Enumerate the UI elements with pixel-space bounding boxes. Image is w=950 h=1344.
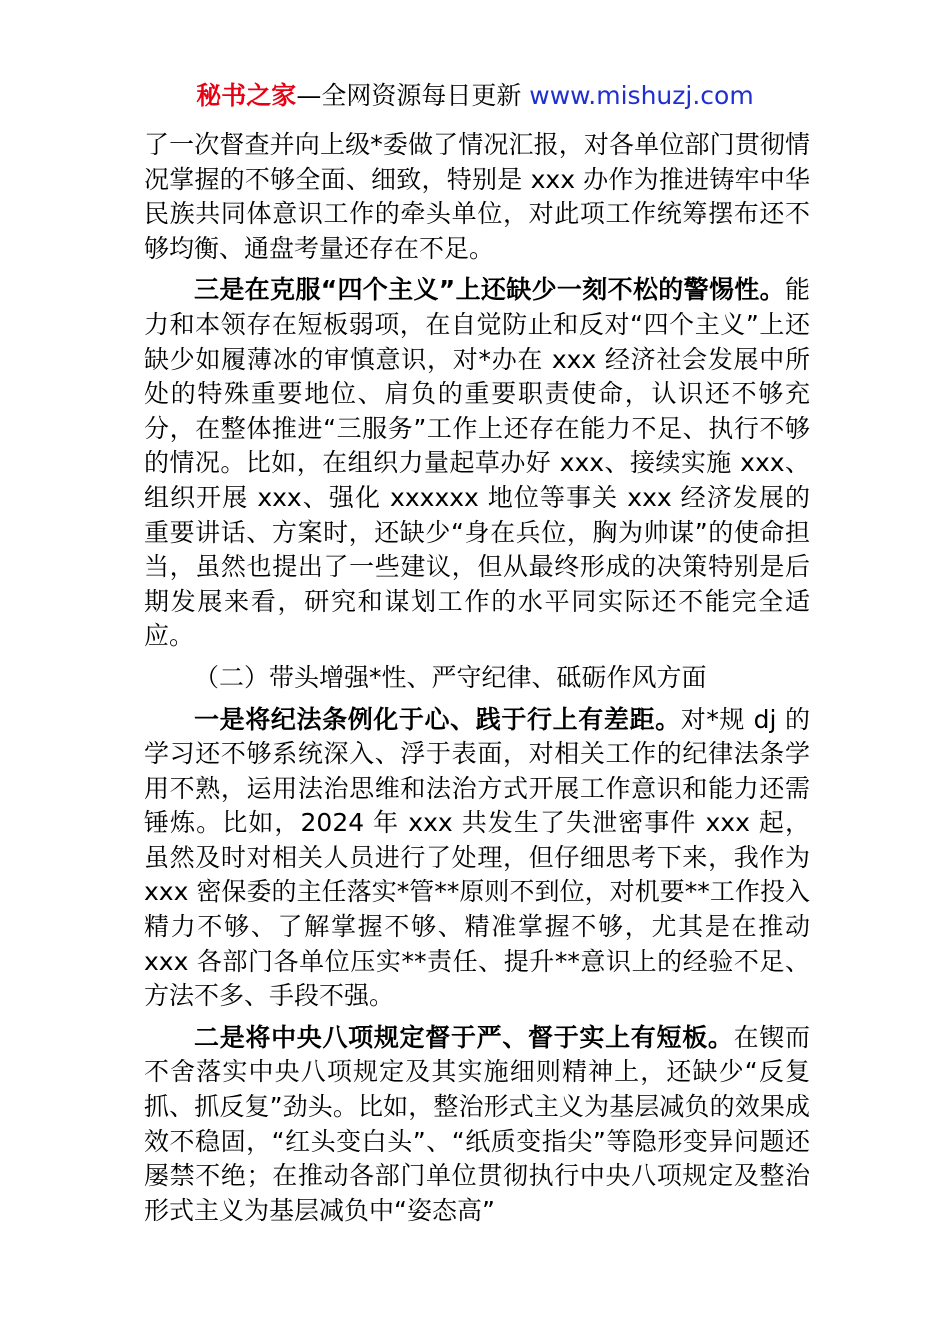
document-body: [144, 128, 810, 1228]
site-header: [0, 80, 950, 112]
paragraph-text: 了一次督查并向上级*委做了情况汇报，对各单位部门贯彻情况掌握的不够全面、细致，特别是 xxx 办作为推进铸牢中华民族共同体意识工作的牵头单位，对此项工作统筹摆布还不够均衡、通盘考量还存在不足。: [144, 130, 810, 263]
paragraph-text: 能力和本领存在短板弱项，在自觉防止和反对“四个主义”上还缺少如履薄冰的审慎意识，对*办在 xxx 经济社会发展中所处的特殊重要地位、肩负的重要职责使命，认识还不够充分，在整体推进“三服务”工作上还存在能力不足、执行不够的情况。比如，在组织力量起草办好 xxx、接续实施 xxx、组织开展 xxx、强化 xxxxxx 地位等事关 xxx 经济发展的重要讲话、方案时，还缺少“身在兵位，胸为帅谋”的使命担当，虽然也提出了一些建议，但从最终形成的决策特别是后期发展来看，研究和谋划工作的水平同实际还不能完全适应。: [144, 275, 810, 651]
tagline: —全网资源每日更新: [296, 81, 530, 110]
paragraph-point-one: [144, 703, 810, 1014]
paragraph-text: 对*规 dj 的学习还不够系统深入、浮于表面，对相关工作的纪律法条学用不熟，运用法治思维和法治方式开展工作意识和能力还需锤炼。比如，2024 年 xxx 共发生了失泄密事件 xxx 起，虽然及时对相关人员进行了处理，但仔细思考下来，我作为 xxx 密保委的主任落实*管**原则不到位，对机要**工作投入精力不够、了解掌握不够、精准掌握不够，尤其是在推动 xxx 各部门各单位压实**责任、提升**意识上的经验不足、方法不多、手段不强。: [144, 704, 810, 1011]
paragraph-heading: 三是在克服“四个主义”上还缺少一刻不松的警惕性。: [194, 275, 785, 305]
paragraph-point-three: [144, 273, 810, 654]
paragraph-heading: 二是将中央八项规定督于严、督于实上有短板。: [194, 1022, 734, 1052]
brand-name: 秘书之家: [196, 81, 297, 110]
paragraph-heading: 一是将纪法条例化于心、践于行上有差距。: [194, 704, 681, 734]
site-url-link[interactable]: www.mishuzj.com: [529, 81, 754, 110]
paragraph-continuation: [144, 128, 810, 266]
paragraph-point-two: [144, 1021, 810, 1229]
section-heading: [144, 661, 810, 696]
paragraph-text: 在锲而不舍落实中央八项规定及其实施细则精神上，还缺少“反复抓、抓反复”劲头。比如，整治形式主义为基层减负的效果成效不稳固，“红头变白头”、“纸质变指尖”等隐形变异问题还屡禁不绝；在推动各部门单位贯彻执行中央八项规定及整治形式主义为基层减负中“姿态高”: [144, 1022, 810, 1225]
section-heading-text: （二）带头增强*性、严守纪律、砥砺作风方面: [194, 662, 707, 692]
